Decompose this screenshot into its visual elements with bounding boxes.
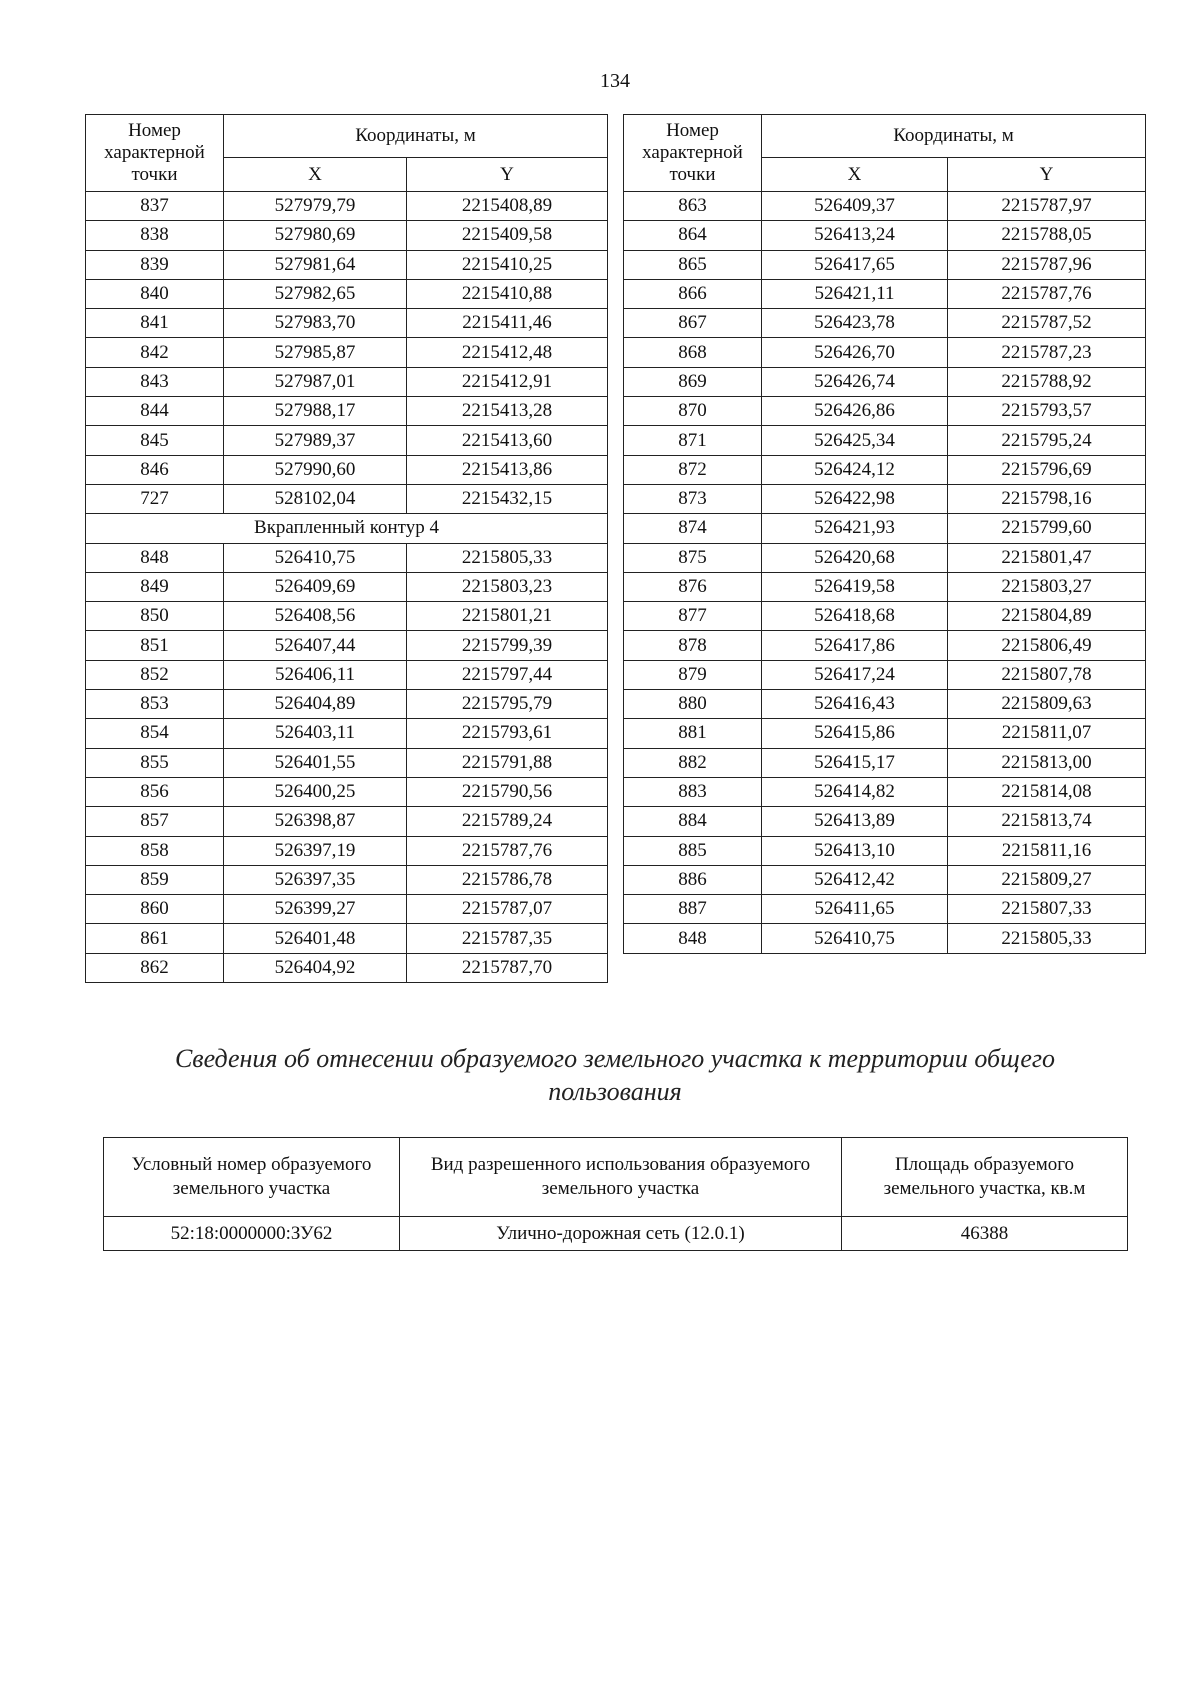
point-number-cell: 853 <box>86 690 224 719</box>
point-number-cell: 861 <box>86 924 224 953</box>
y-coordinate-cell: 2215409,58 <box>407 221 608 250</box>
y-coordinate-cell: 2215787,23 <box>948 338 1146 367</box>
table-row <box>624 543 1146 572</box>
point-number-cell: 848 <box>86 543 224 572</box>
point-number-cell: 870 <box>624 397 762 426</box>
x-coordinate-cell: 526418,68 <box>762 602 948 631</box>
x-coordinate-cell: 526398,87 <box>224 807 407 836</box>
point-number-cell: 852 <box>86 660 224 689</box>
x-coordinate-cell: 526416,43 <box>762 690 948 719</box>
table-row <box>624 250 1146 279</box>
conditional-number-cell: 52:18:0000000:ЗУ62 <box>104 1217 400 1251</box>
summary-table <box>103 1137 1128 1251</box>
header-area: Площадь образуемого земельного участка, кв.м <box>842 1138 1128 1217</box>
x-coordinate-cell: 526414,82 <box>762 777 948 806</box>
y-coordinate-cell: 2215791,88 <box>407 748 608 777</box>
table-row <box>86 455 608 484</box>
point-number-cell: 883 <box>624 777 762 806</box>
x-coordinate-cell: 526415,17 <box>762 748 948 777</box>
x-coordinate-cell: 526397,35 <box>224 865 407 894</box>
x-coordinate-cell: 528102,04 <box>224 484 407 513</box>
table-row <box>624 777 1146 806</box>
header-x: X <box>762 158 948 192</box>
table-row <box>624 309 1146 338</box>
y-coordinate-cell: 2215788,92 <box>948 367 1146 396</box>
x-coordinate-cell: 526423,78 <box>762 309 948 338</box>
x-coordinate-cell: 527990,60 <box>224 455 407 484</box>
header-x: X <box>224 158 407 192</box>
table-row <box>624 397 1146 426</box>
header-coordinates: Координаты, м <box>224 115 608 158</box>
contour-label: Вкрапленный контур 4 <box>86 514 608 543</box>
x-coordinate-cell: 526422,98 <box>762 484 948 513</box>
y-coordinate-cell: 2215787,76 <box>407 836 608 865</box>
point-number-cell: 848 <box>624 924 762 953</box>
y-coordinate-cell: 2215787,70 <box>407 953 608 982</box>
point-number-cell: 882 <box>624 748 762 777</box>
header-point-number: Номер характерной точки <box>86 115 224 192</box>
x-coordinate-cell: 526421,93 <box>762 514 948 543</box>
x-coordinate-cell: 526412,42 <box>762 865 948 894</box>
x-coordinate-cell: 526421,11 <box>762 279 948 308</box>
table-row <box>624 426 1146 455</box>
y-coordinate-cell: 2215803,27 <box>948 572 1146 601</box>
table-row <box>624 895 1146 924</box>
table-row <box>624 924 1146 953</box>
table-row <box>86 777 608 806</box>
y-coordinate-cell: 2215787,35 <box>407 924 608 953</box>
point-number-cell: 842 <box>86 338 224 367</box>
y-coordinate-cell: 2215809,27 <box>948 865 1146 894</box>
point-number-cell: 727 <box>86 484 224 513</box>
y-coordinate-cell: 2215787,97 <box>948 192 1146 221</box>
y-coordinate-cell: 2215432,15 <box>407 484 608 513</box>
table-row <box>624 836 1146 865</box>
y-coordinate-cell: 2215793,57 <box>948 397 1146 426</box>
point-number-cell: 846 <box>86 455 224 484</box>
y-coordinate-cell: 2215804,89 <box>948 602 1146 631</box>
x-coordinate-cell: 526426,74 <box>762 367 948 396</box>
point-number-cell: 856 <box>86 777 224 806</box>
y-coordinate-cell: 2215787,76 <box>948 279 1146 308</box>
x-coordinate-cell: 526410,75 <box>224 543 407 572</box>
table-row <box>624 279 1146 308</box>
x-coordinate-cell: 527979,79 <box>224 192 407 221</box>
y-coordinate-cell: 2215412,48 <box>407 338 608 367</box>
x-coordinate-cell: 526401,48 <box>224 924 407 953</box>
header-y: Y <box>407 158 608 192</box>
table-row <box>86 397 608 426</box>
y-coordinate-cell: 2215801,21 <box>407 602 608 631</box>
header-point-number: Номер характерной точки <box>624 115 762 192</box>
y-coordinate-cell: 2215787,07 <box>407 895 608 924</box>
y-coordinate-cell: 2215811,16 <box>948 836 1146 865</box>
point-number-cell: 838 <box>86 221 224 250</box>
point-number-cell: 865 <box>624 250 762 279</box>
point-number-cell: 859 <box>86 865 224 894</box>
x-coordinate-cell: 526399,27 <box>224 895 407 924</box>
point-number-cell: 851 <box>86 631 224 660</box>
point-number-cell: 880 <box>624 690 762 719</box>
y-coordinate-cell: 2215793,61 <box>407 719 608 748</box>
point-number-cell: 843 <box>86 367 224 396</box>
y-coordinate-cell: 2215413,60 <box>407 426 608 455</box>
x-coordinate-cell: 527985,87 <box>224 338 407 367</box>
y-coordinate-cell: 2215795,79 <box>407 690 608 719</box>
y-coordinate-cell: 2215789,24 <box>407 807 608 836</box>
area-cell: 46388 <box>842 1217 1128 1251</box>
point-number-cell: 867 <box>624 309 762 338</box>
table-row <box>86 338 608 367</box>
y-coordinate-cell: 2215807,78 <box>948 660 1146 689</box>
page-number: 134 <box>600 70 630 92</box>
header-conditional-number: Условный номер образуемого земельного участка <box>104 1138 400 1217</box>
y-coordinate-cell: 2215797,44 <box>407 660 608 689</box>
x-coordinate-cell: 526426,70 <box>762 338 948 367</box>
table-row <box>86 221 608 250</box>
y-coordinate-cell: 2215408,89 <box>407 192 608 221</box>
table-row <box>624 660 1146 689</box>
x-coordinate-cell: 526413,89 <box>762 807 948 836</box>
table-row <box>624 690 1146 719</box>
table-row <box>86 309 608 338</box>
table-row <box>86 602 608 631</box>
table-row <box>624 221 1146 250</box>
table-row <box>86 748 608 777</box>
table-row <box>86 865 608 894</box>
y-coordinate-cell: 2215413,86 <box>407 455 608 484</box>
table-row <box>86 426 608 455</box>
point-number-cell: 877 <box>624 602 762 631</box>
point-number-cell: 876 <box>624 572 762 601</box>
table-row <box>86 836 608 865</box>
x-coordinate-cell: 526400,25 <box>224 777 407 806</box>
table-row <box>624 514 1146 543</box>
point-number-cell: 839 <box>86 250 224 279</box>
x-coordinate-cell: 527981,64 <box>224 250 407 279</box>
point-number-cell: 884 <box>624 807 762 836</box>
point-number-cell: 845 <box>86 426 224 455</box>
left-table-body-top <box>86 192 608 514</box>
x-coordinate-cell: 526426,86 <box>762 397 948 426</box>
point-number-cell: 864 <box>624 221 762 250</box>
y-coordinate-cell: 2215412,91 <box>407 367 608 396</box>
x-coordinate-cell: 527989,37 <box>224 426 407 455</box>
x-coordinate-cell: 527987,01 <box>224 367 407 396</box>
y-coordinate-cell: 2215813,00 <box>948 748 1146 777</box>
point-number-cell: 887 <box>624 895 762 924</box>
permitted-use-cell: Улично-дорожная сеть (12.0.1) <box>400 1217 842 1251</box>
point-number-cell: 844 <box>86 397 224 426</box>
x-coordinate-cell: 526403,11 <box>224 719 407 748</box>
x-coordinate-cell: 526417,86 <box>762 631 948 660</box>
y-coordinate-cell: 2215807,33 <box>948 895 1146 924</box>
x-coordinate-cell: 526406,11 <box>224 660 407 689</box>
point-number-cell: 849 <box>86 572 224 601</box>
y-coordinate-cell: 2215413,28 <box>407 397 608 426</box>
y-coordinate-cell: 2215801,47 <box>948 543 1146 572</box>
x-coordinate-cell: 526404,89 <box>224 690 407 719</box>
x-coordinate-cell: 526419,58 <box>762 572 948 601</box>
left-table-body-bottom <box>86 543 608 982</box>
header-y: Y <box>948 158 1146 192</box>
x-coordinate-cell: 526408,56 <box>224 602 407 631</box>
x-coordinate-cell: 526415,86 <box>762 719 948 748</box>
y-coordinate-cell: 2215790,56 <box>407 777 608 806</box>
table-row <box>86 631 608 660</box>
x-coordinate-cell: 526417,65 <box>762 250 948 279</box>
table-row <box>624 807 1146 836</box>
table-row <box>86 572 608 601</box>
x-coordinate-cell: 526410,75 <box>762 924 948 953</box>
point-number-cell: 875 <box>624 543 762 572</box>
point-number-cell: 850 <box>86 602 224 631</box>
table-row <box>86 660 608 689</box>
y-coordinate-cell: 2215798,16 <box>948 484 1146 513</box>
point-number-cell: 869 <box>624 367 762 396</box>
point-number-cell: 857 <box>86 807 224 836</box>
table-row <box>86 719 608 748</box>
y-coordinate-cell: 2215805,33 <box>948 924 1146 953</box>
y-coordinate-cell: 2215806,49 <box>948 631 1146 660</box>
y-coordinate-cell: 2215813,74 <box>948 807 1146 836</box>
table-row <box>86 924 608 953</box>
table-row <box>624 338 1146 367</box>
y-coordinate-cell: 2215411,46 <box>407 309 608 338</box>
x-coordinate-cell: 526401,55 <box>224 748 407 777</box>
y-coordinate-cell: 2215799,60 <box>948 514 1146 543</box>
table-row <box>624 865 1146 894</box>
right-table-body <box>624 192 1146 954</box>
point-number-cell: 858 <box>86 836 224 865</box>
y-coordinate-cell: 2215803,23 <box>407 572 608 601</box>
x-coordinate-cell: 526413,10 <box>762 836 948 865</box>
point-number-cell: 863 <box>624 192 762 221</box>
header-permitted-use: Вид разрешенного использования образуемого земельного участка <box>400 1138 842 1217</box>
table-row <box>86 192 608 221</box>
point-number-cell: 886 <box>624 865 762 894</box>
point-number-cell: 872 <box>624 455 762 484</box>
x-coordinate-cell: 526397,19 <box>224 836 407 865</box>
table-row <box>624 719 1146 748</box>
table-row <box>624 631 1146 660</box>
x-coordinate-cell: 526404,92 <box>224 953 407 982</box>
x-coordinate-cell: 526411,65 <box>762 895 948 924</box>
y-coordinate-cell: 2215805,33 <box>407 543 608 572</box>
header-coordinates: Координаты, м <box>762 115 1146 158</box>
x-coordinate-cell: 527982,65 <box>224 279 407 308</box>
y-coordinate-cell: 2215809,63 <box>948 690 1146 719</box>
x-coordinate-cell: 526409,69 <box>224 572 407 601</box>
y-coordinate-cell: 2215788,05 <box>948 221 1146 250</box>
y-coordinate-cell: 2215796,69 <box>948 455 1146 484</box>
section-title: Сведения об отнесении образуемого земельного участка к территории общего пользования <box>174 1044 1056 1106</box>
point-number-cell: 862 <box>86 953 224 982</box>
table-row <box>624 455 1146 484</box>
table-row <box>86 250 608 279</box>
table-row <box>624 572 1146 601</box>
table-row <box>86 895 608 924</box>
y-coordinate-cell: 2215787,52 <box>948 309 1146 338</box>
x-coordinate-cell: 527983,70 <box>224 309 407 338</box>
point-number-cell: 866 <box>624 279 762 308</box>
point-number-cell: 860 <box>86 895 224 924</box>
y-coordinate-cell: 2215799,39 <box>407 631 608 660</box>
y-coordinate-cell: 2215786,78 <box>407 865 608 894</box>
point-number-cell: 871 <box>624 426 762 455</box>
table-row <box>86 543 608 572</box>
x-coordinate-cell: 526420,68 <box>762 543 948 572</box>
point-number-cell: 881 <box>624 719 762 748</box>
coordinates-table-left <box>85 114 608 983</box>
x-coordinate-cell: 526425,34 <box>762 426 948 455</box>
point-number-cell: 868 <box>624 338 762 367</box>
x-coordinate-cell: 527988,17 <box>224 397 407 426</box>
y-coordinate-cell: 2215795,24 <box>948 426 1146 455</box>
y-coordinate-cell: 2215814,08 <box>948 777 1146 806</box>
table-row <box>86 484 608 513</box>
x-coordinate-cell: 526424,12 <box>762 455 948 484</box>
coordinates-table-right <box>623 114 1146 954</box>
point-number-cell: 840 <box>86 279 224 308</box>
table-row <box>624 367 1146 396</box>
x-coordinate-cell: 526407,44 <box>224 631 407 660</box>
point-number-cell: 854 <box>86 719 224 748</box>
table-row <box>624 602 1146 631</box>
point-number-cell: 885 <box>624 836 762 865</box>
point-number-cell: 841 <box>86 309 224 338</box>
table-row <box>624 192 1146 221</box>
table-row <box>86 279 608 308</box>
x-coordinate-cell: 527980,69 <box>224 221 407 250</box>
y-coordinate-cell: 2215410,25 <box>407 250 608 279</box>
x-coordinate-cell: 526413,24 <box>762 221 948 250</box>
point-number-cell: 879 <box>624 660 762 689</box>
y-coordinate-cell: 2215787,96 <box>948 250 1146 279</box>
point-number-cell: 878 <box>624 631 762 660</box>
y-coordinate-cell: 2215811,07 <box>948 719 1146 748</box>
table-row <box>86 953 608 982</box>
table-row <box>624 484 1146 513</box>
point-number-cell: 837 <box>86 192 224 221</box>
point-number-cell: 874 <box>624 514 762 543</box>
y-coordinate-cell: 2215410,88 <box>407 279 608 308</box>
table-row <box>86 807 608 836</box>
table-row <box>86 367 608 396</box>
point-number-cell: 855 <box>86 748 224 777</box>
x-coordinate-cell: 526417,24 <box>762 660 948 689</box>
x-coordinate-cell: 526409,37 <box>762 192 948 221</box>
point-number-cell: 873 <box>624 484 762 513</box>
table-row <box>86 690 608 719</box>
table-row <box>624 748 1146 777</box>
